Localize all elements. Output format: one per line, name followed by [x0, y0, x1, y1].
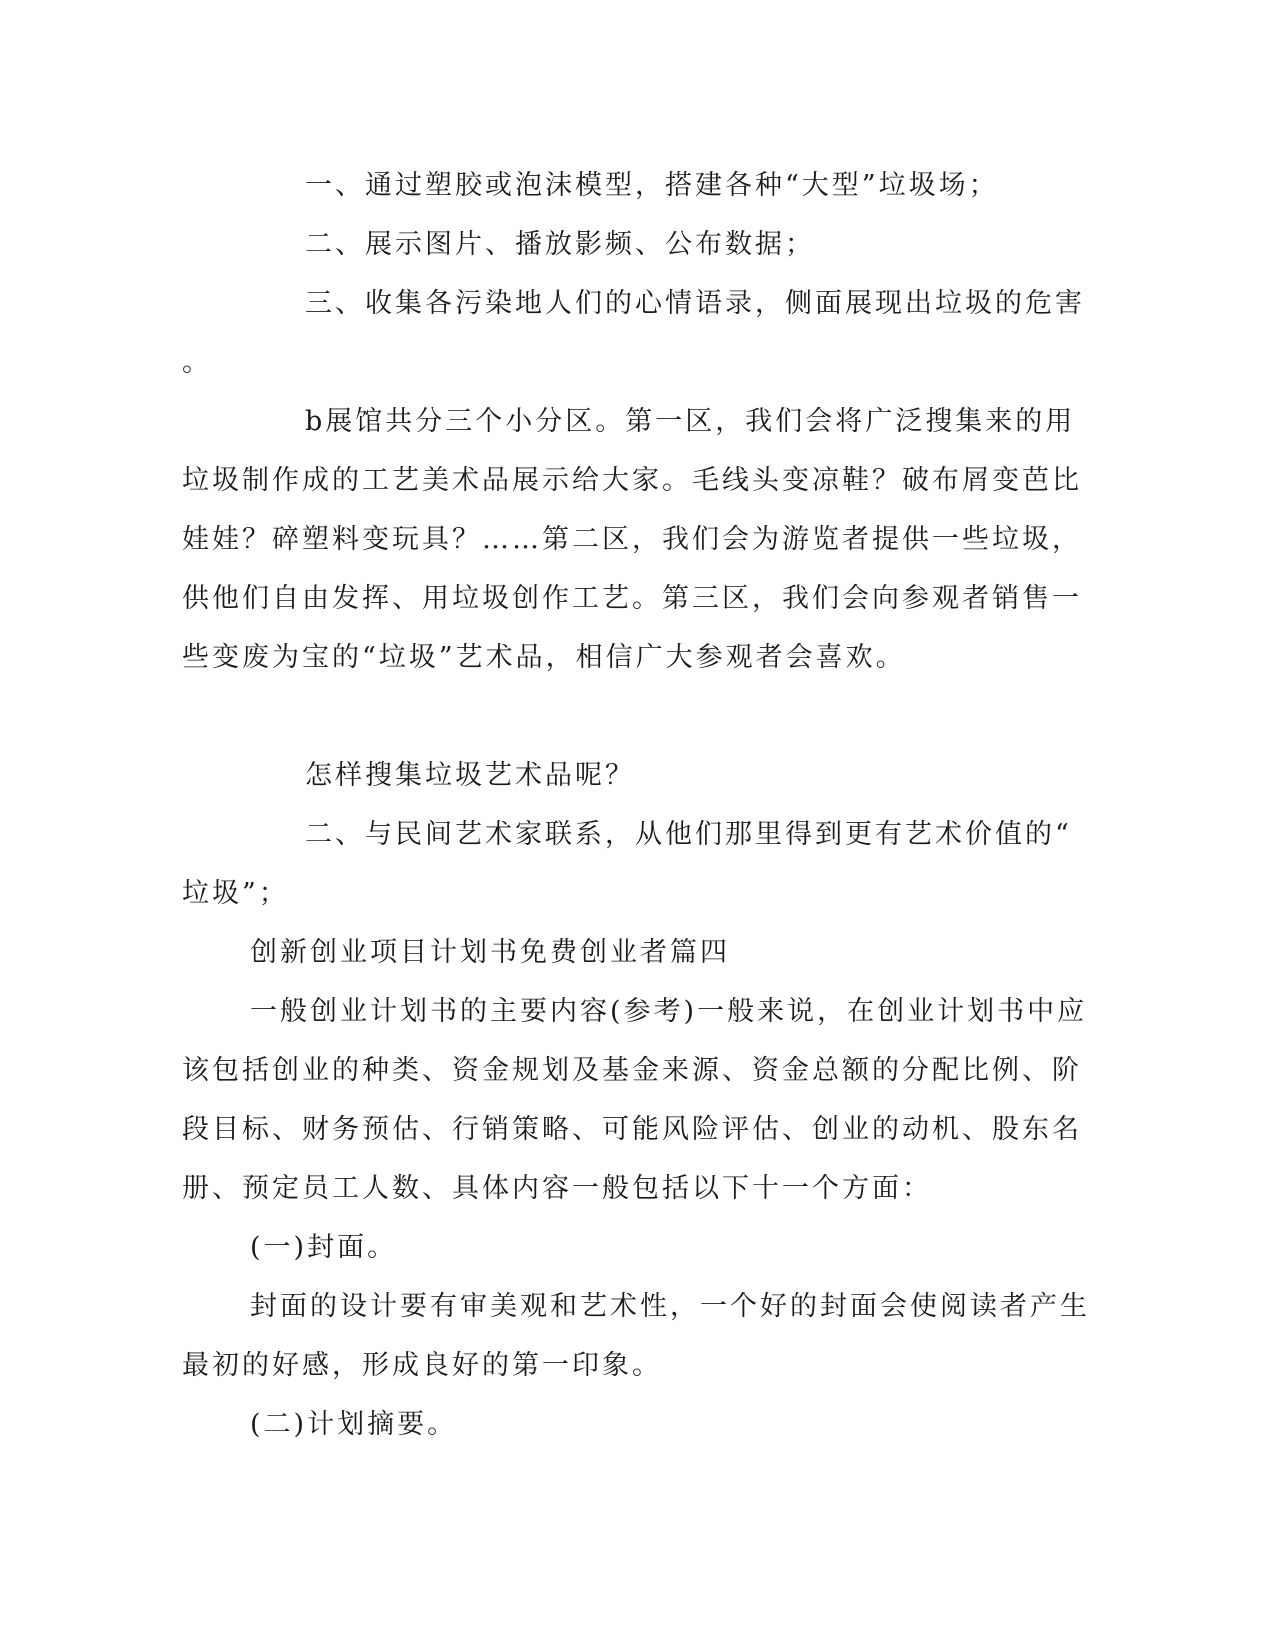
text-line: b展馆共分三个小分区。第一区，我们会将广泛搜集来的用: [305, 406, 1076, 437]
subsection-heading: (二)计划摘要。: [250, 1409, 458, 1440]
text-line: 三、收集各污染地人们的心情语录，侧面展现出垃圾的危害: [305, 288, 1085, 319]
text-line: 册、预定员工人数、具体内容一般包括以下十一个方面：: [182, 1173, 932, 1204]
section-heading: 创新创业项目计划书免费创业者篇四: [250, 937, 730, 968]
subsection-heading: (一)封面。: [250, 1232, 398, 1263]
text-line: 最初的好感，形成良好的第一印象。: [182, 1350, 662, 1381]
text-line: 垃圾”；: [182, 878, 289, 909]
text-line: 垃圾制作成的工艺美术品展示给大家。毛线头变凉鞋？破布屑变芭比: [182, 465, 1082, 496]
text-line: 些变废为宝的“垃圾”艺术品，相信广大参观者会喜欢。: [182, 642, 906, 673]
text-line: 二、展示图片、播放影频、公布数据；: [305, 229, 815, 260]
text-line: 二、与民间艺术家联系，从他们那里得到更有艺术价值的“: [305, 819, 1072, 850]
text-line: 段目标、财务预估、行销策略、可能风险评估、创业的动机、股东名: [182, 1114, 1082, 1145]
text-line: 。: [182, 347, 212, 378]
text-line: 娃娃？碎塑料变玩具？……第二区，我们会为游览者提供一些垃圾，: [182, 524, 1082, 555]
text-line: 供他们自由发挥、用垃圾创作工艺。第三区，我们会向参观者销售一: [182, 583, 1082, 614]
text-line: 一般创业计划书的主要内容(参考)一般来说，在创业计划书中应: [250, 996, 1088, 1027]
text-line: 该包括创业的种类、资金规划及基金来源、资金总额的分配比例、阶: [182, 1055, 1082, 1086]
text-line: 怎样搜集垃圾艺术品呢？: [305, 760, 635, 791]
text-line: 封面的设计要有审美观和艺术性，一个好的封面会使阅读者产生: [250, 1291, 1090, 1322]
text-line: 一、通过塑胶或泡沫模型，搭建各种“大型”垃圾场；: [305, 170, 999, 201]
